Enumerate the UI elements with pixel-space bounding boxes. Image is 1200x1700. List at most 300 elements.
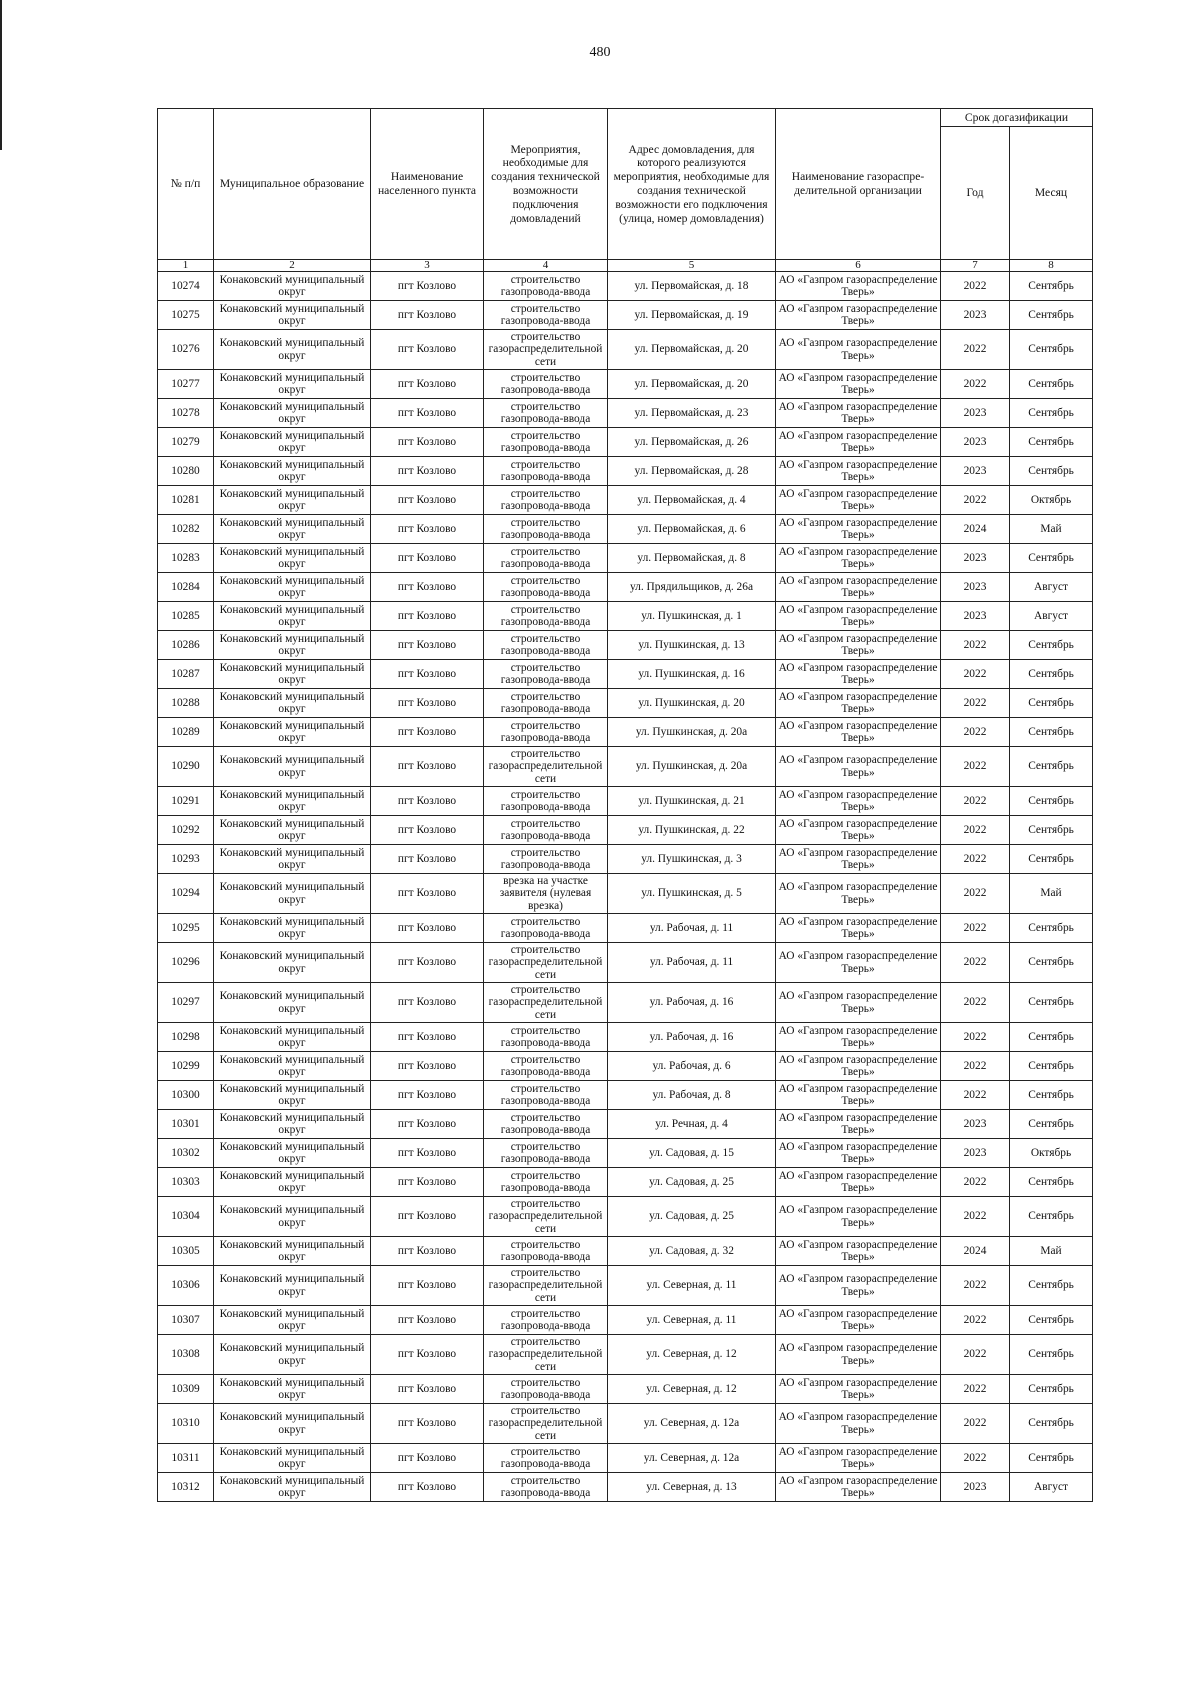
cell-number: 10274	[158, 272, 214, 301]
cell-number: 10308	[158, 1335, 214, 1375]
table-row	[158, 1023, 1093, 1052]
cell-measure: строительство газораспределительной сети	[484, 943, 608, 983]
cell-municipality: Конаковский муниципальный округ	[214, 660, 371, 689]
cell-municipality: Конаковский муниципальный округ	[214, 399, 371, 428]
cell-month: Сентябрь	[1010, 983, 1093, 1023]
cell-year: 2022	[941, 816, 1010, 845]
cell-municipality: Конаковский муниципальный округ	[214, 816, 371, 845]
cell-month: Сентябрь	[1010, 845, 1093, 874]
cell-municipality: Конаковский муниципальный округ	[214, 943, 371, 983]
cell-measure: строительство газопровода-ввода	[484, 787, 608, 816]
cell-measure: строительство газопровода-ввода	[484, 515, 608, 544]
cell-organization: АО «Газпром газораспределение Тверь»	[776, 943, 941, 983]
cell-year: 2023	[941, 428, 1010, 457]
cell-month: Сентябрь	[1010, 787, 1093, 816]
cell-year: 2022	[941, 787, 1010, 816]
table-row	[158, 486, 1093, 515]
cell-number: 10290	[158, 747, 214, 787]
cell-organization: АО «Газпром газораспределение Тверь»	[776, 1375, 941, 1404]
cell-address: ул. Первомайская, д. 6	[608, 515, 776, 544]
cell-number: 10306	[158, 1266, 214, 1306]
table-row	[158, 1404, 1093, 1444]
cell-year: 2022	[941, 631, 1010, 660]
cell-measure: строительство газопровода-ввода	[484, 1139, 608, 1168]
cell-settlement: пгт Козлово	[371, 718, 484, 747]
cell-municipality: Конаковский муниципальный округ	[214, 845, 371, 874]
cell-settlement: пгт Козлово	[371, 428, 484, 457]
cell-measure: строительство газопровода-ввода	[484, 1473, 608, 1502]
cell-year: 2023	[941, 544, 1010, 573]
table-row	[158, 370, 1093, 399]
cell-year: 2022	[941, 1375, 1010, 1404]
cell-measure: строительство газопровода-ввода	[484, 689, 608, 718]
cell-address: ул. Садовая, д. 25	[608, 1197, 776, 1237]
gasification-table	[157, 108, 1093, 1502]
cell-month: Август	[1010, 602, 1093, 631]
cell-address: ул. Рабочая, д. 8	[608, 1081, 776, 1110]
cell-municipality: Конаковский муниципальный округ	[214, 272, 371, 301]
cell-year: 2022	[941, 747, 1010, 787]
table-row	[158, 660, 1093, 689]
cell-organization: АО «Газпром газораспределение Тверь»	[776, 573, 941, 602]
cell-address: ул. Рабочая, д. 16	[608, 1023, 776, 1052]
cell-number: 10288	[158, 689, 214, 718]
cell-month: Сентябрь	[1010, 457, 1093, 486]
cell-measure: строительство газопровода-ввода	[484, 1444, 608, 1473]
cell-number: 10283	[158, 544, 214, 573]
cell-settlement: пгт Козлово	[371, 370, 484, 399]
cell-number: 10295	[158, 914, 214, 943]
cell-measure: строительство газопровода-ввода	[484, 301, 608, 330]
cell-measure: строительство газопровода-ввода	[484, 428, 608, 457]
cell-address: ул. Северная, д. 11	[608, 1266, 776, 1306]
cell-settlement: пгт Козлово	[371, 1266, 484, 1306]
cell-settlement: пгт Козлово	[371, 816, 484, 845]
header-num: № п/п	[158, 109, 214, 260]
cell-year: 2022	[941, 718, 1010, 747]
cell-month: Сентябрь	[1010, 1375, 1093, 1404]
cell-number: 10281	[158, 486, 214, 515]
cell-month: Май	[1010, 874, 1093, 914]
cell-address: ул. Первомайская, д. 26	[608, 428, 776, 457]
cell-number: 10284	[158, 573, 214, 602]
cell-settlement: пгт Козлово	[371, 544, 484, 573]
table-row	[158, 914, 1093, 943]
cell-number: 10297	[158, 983, 214, 1023]
cell-settlement: пгт Козлово	[371, 1139, 484, 1168]
cell-settlement: пгт Козлово	[371, 573, 484, 602]
cell-address: ул. Рабочая, д. 16	[608, 983, 776, 1023]
cell-settlement: пгт Козлово	[371, 272, 484, 301]
cell-address: ул. Речная, д. 4	[608, 1110, 776, 1139]
cell-month: Сентябрь	[1010, 660, 1093, 689]
cell-settlement: пгт Козлово	[371, 602, 484, 631]
page-number: 480	[589, 45, 611, 60]
cell-address: ул. Пушкинская, д. 20	[608, 689, 776, 718]
cell-measure: строительство газопровода-ввода	[484, 457, 608, 486]
cell-municipality: Конаковский муниципальный округ	[214, 457, 371, 486]
cell-measure: строительство газораспределительной сети	[484, 330, 608, 370]
cell-organization: АО «Газпром газораспределение Тверь»	[776, 983, 941, 1023]
cell-measure: строительство газораспределительной сети	[484, 983, 608, 1023]
cell-month: Сентябрь	[1010, 272, 1093, 301]
cell-year: 2022	[941, 1023, 1010, 1052]
table-row	[158, 718, 1093, 747]
table-row	[158, 1473, 1093, 1502]
cell-number: 10277	[158, 370, 214, 399]
cell-address: ул. Пушкинская, д. 20а	[608, 718, 776, 747]
cell-address: ул. Прядильщиков, д. 26а	[608, 573, 776, 602]
cell-measure: строительство газопровода-ввода	[484, 544, 608, 573]
header-org: Наименование газораспре-делительной организации	[776, 109, 941, 260]
cell-number: 10298	[158, 1023, 214, 1052]
table-row	[158, 301, 1093, 330]
cell-address: ул. Садовая, д. 15	[608, 1139, 776, 1168]
cell-address: ул. Северная, д. 13	[608, 1473, 776, 1502]
cell-settlement: пгт Козлово	[371, 787, 484, 816]
column-number: 6	[776, 260, 941, 272]
table-row	[158, 874, 1093, 914]
cell-settlement: пгт Козлово	[371, 1404, 484, 1444]
cell-month: Сентябрь	[1010, 399, 1093, 428]
left-margin-rule	[0, 0, 2, 150]
cell-measure: строительство газопровода-ввода	[484, 399, 608, 428]
cell-number: 10292	[158, 816, 214, 845]
cell-month: Сентябрь	[1010, 1266, 1093, 1306]
cell-address: ул. Северная, д. 11	[608, 1306, 776, 1335]
cell-measure: строительство газопровода-ввода	[484, 272, 608, 301]
cell-month: Сентябрь	[1010, 1306, 1093, 1335]
cell-settlement: пгт Козлово	[371, 1168, 484, 1197]
cell-month: Сентябрь	[1010, 689, 1093, 718]
cell-number: 10293	[158, 845, 214, 874]
cell-settlement: пгт Козлово	[371, 330, 484, 370]
cell-year: 2022	[941, 1444, 1010, 1473]
cell-month: Сентябрь	[1010, 1197, 1093, 1237]
cell-municipality: Конаковский муниципальный округ	[214, 573, 371, 602]
cell-month: Сентябрь	[1010, 1081, 1093, 1110]
table-row	[158, 1197, 1093, 1237]
cell-address: ул. Садовая, д. 32	[608, 1237, 776, 1266]
cell-year: 2023	[941, 602, 1010, 631]
cell-settlement: пгт Козлово	[371, 301, 484, 330]
table-row	[158, 272, 1093, 301]
cell-month: Август	[1010, 573, 1093, 602]
cell-municipality: Конаковский муниципальный округ	[214, 1335, 371, 1375]
cell-settlement: пгт Козлово	[371, 1197, 484, 1237]
cell-number: 10280	[158, 457, 214, 486]
cell-organization: АО «Газпром газораспределение Тверь»	[776, 874, 941, 914]
cell-address: ул. Пушкинская, д. 21	[608, 787, 776, 816]
cell-municipality: Конаковский муниципальный округ	[214, 544, 371, 573]
table-row	[158, 747, 1093, 787]
cell-year: 2022	[941, 1404, 1010, 1444]
table-row	[158, 1110, 1093, 1139]
cell-settlement: пгт Козлово	[371, 515, 484, 544]
cell-year: 2022	[941, 874, 1010, 914]
cell-municipality: Конаковский муниципальный округ	[214, 301, 371, 330]
cell-address: ул. Пушкинская, д. 5	[608, 874, 776, 914]
cell-measure: строительство газопровода-ввода	[484, 602, 608, 631]
table-row	[158, 428, 1093, 457]
table-row	[158, 816, 1093, 845]
table-row	[158, 1375, 1093, 1404]
cell-address: ул. Северная, д. 12а	[608, 1444, 776, 1473]
cell-address: ул. Северная, д. 12а	[608, 1404, 776, 1444]
cell-month: Сентябрь	[1010, 1023, 1093, 1052]
cell-organization: АО «Газпром газораспределение Тверь»	[776, 486, 941, 515]
cell-municipality: Конаковский муниципальный округ	[214, 914, 371, 943]
cell-organization: АО «Газпром газораспределение Тверь»	[776, 787, 941, 816]
table-row	[158, 631, 1093, 660]
cell-year: 2022	[941, 486, 1010, 515]
cell-organization: АО «Газпром газораспределение Тверь»	[776, 914, 941, 943]
cell-year: 2022	[941, 845, 1010, 874]
cell-organization: АО «Газпром газораспределение Тверь»	[776, 660, 941, 689]
cell-number: 10305	[158, 1237, 214, 1266]
cell-year: 2023	[941, 399, 1010, 428]
cell-municipality: Конаковский муниципальный округ	[214, 1444, 371, 1473]
cell-number: 10291	[158, 787, 214, 816]
cell-measure: врезка на участке заявителя (нулевая врезка)	[484, 874, 608, 914]
table-row	[158, 943, 1093, 983]
cell-address: ул. Пушкинская, д. 1	[608, 602, 776, 631]
table-row	[158, 1306, 1093, 1335]
cell-measure: строительство газопровода-ввода	[484, 718, 608, 747]
cell-address: ул. Первомайская, д. 20	[608, 370, 776, 399]
cell-organization: АО «Газпром газораспределение Тверь»	[776, 1335, 941, 1375]
cell-municipality: Конаковский муниципальный округ	[214, 874, 371, 914]
cell-address: ул. Первомайская, д. 28	[608, 457, 776, 486]
cell-organization: АО «Газпром газораспределение Тверь»	[776, 1139, 941, 1168]
table-body	[158, 272, 1093, 1502]
cell-number: 10307	[158, 1306, 214, 1335]
table-row	[158, 1237, 1093, 1266]
cell-year: 2024	[941, 1237, 1010, 1266]
cell-month: Сентябрь	[1010, 718, 1093, 747]
cell-municipality: Конаковский муниципальный округ	[214, 1081, 371, 1110]
cell-organization: АО «Газпром газораспределение Тверь»	[776, 1197, 941, 1237]
cell-year: 2023	[941, 301, 1010, 330]
cell-settlement: пгт Козлово	[371, 631, 484, 660]
cell-year: 2024	[941, 515, 1010, 544]
cell-settlement: пгт Козлово	[371, 1306, 484, 1335]
cell-measure: строительство газораспределительной сети	[484, 1197, 608, 1237]
cell-year: 2023	[941, 1139, 1010, 1168]
cell-number: 10309	[158, 1375, 214, 1404]
table-row	[158, 330, 1093, 370]
table-row	[158, 787, 1093, 816]
table-row	[158, 1168, 1093, 1197]
cell-settlement: пгт Козлово	[371, 1052, 484, 1081]
cell-organization: АО «Газпром газораспределение Тверь»	[776, 399, 941, 428]
cell-measure: строительство газопровода-ввода	[484, 1306, 608, 1335]
cell-month: Сентябрь	[1010, 914, 1093, 943]
cell-settlement: пгт Козлово	[371, 874, 484, 914]
cell-municipality: Конаковский муниципальный округ	[214, 631, 371, 660]
cell-settlement: пгт Козлово	[371, 1023, 484, 1052]
cell-measure: строительство газопровода-ввода	[484, 1237, 608, 1266]
cell-number: 10276	[158, 330, 214, 370]
cell-address: ул. Пушкинская, д. 3	[608, 845, 776, 874]
cell-municipality: Конаковский муниципальный округ	[214, 747, 371, 787]
cell-year: 2022	[941, 370, 1010, 399]
cell-year: 2023	[941, 1473, 1010, 1502]
cell-settlement: пгт Козлово	[371, 1444, 484, 1473]
cell-municipality: Конаковский муниципальный округ	[214, 1168, 371, 1197]
cell-municipality: Конаковский муниципальный округ	[214, 330, 371, 370]
table-row	[158, 1081, 1093, 1110]
cell-settlement: пгт Козлово	[371, 1081, 484, 1110]
cell-year: 2022	[941, 660, 1010, 689]
cell-municipality: Конаковский муниципальный округ	[214, 486, 371, 515]
cell-organization: АО «Газпром газораспределение Тверь»	[776, 515, 941, 544]
cell-measure: строительство газораспределительной сети	[484, 1404, 608, 1444]
cell-number: 10304	[158, 1197, 214, 1237]
cell-municipality: Конаковский муниципальный округ	[214, 787, 371, 816]
cell-number: 10282	[158, 515, 214, 544]
cell-number: 10311	[158, 1444, 214, 1473]
cell-number: 10296	[158, 943, 214, 983]
cell-organization: АО «Газпром газораспределение Тверь»	[776, 428, 941, 457]
cell-year: 2022	[941, 943, 1010, 983]
header-address: Адрес домовладения, для которого реализуются мероприятия, необходимые для создания технической возможности его подключения (улица, номер домовладения)	[608, 109, 776, 260]
cell-address: ул. Рабочая, д. 11	[608, 914, 776, 943]
cell-month: Сентябрь	[1010, 1444, 1093, 1473]
cell-settlement: пгт Козлово	[371, 1473, 484, 1502]
cell-municipality: Конаковский муниципальный округ	[214, 370, 371, 399]
cell-settlement: пгт Козлово	[371, 747, 484, 787]
table-row	[158, 1335, 1093, 1375]
cell-address: ул. Рабочая, д. 11	[608, 943, 776, 983]
cell-organization: АО «Газпром газораспределение Тверь»	[776, 689, 941, 718]
cell-municipality: Конаковский муниципальный округ	[214, 1052, 371, 1081]
cell-month: Май	[1010, 515, 1093, 544]
cell-municipality: Конаковский муниципальный округ	[214, 428, 371, 457]
column-number-row	[158, 260, 1093, 272]
cell-settlement: пгт Козлово	[371, 914, 484, 943]
cell-month: Сентябрь	[1010, 544, 1093, 573]
cell-address: ул. Пушкинская, д. 13	[608, 631, 776, 660]
cell-municipality: Конаковский муниципальный округ	[214, 1473, 371, 1502]
cell-organization: АО «Газпром газораспределение Тверь»	[776, 301, 941, 330]
cell-municipality: Конаковский муниципальный округ	[214, 1110, 371, 1139]
cell-address: ул. Садовая, д. 25	[608, 1168, 776, 1197]
table-row	[158, 845, 1093, 874]
column-number: 1	[158, 260, 214, 272]
cell-number: 10287	[158, 660, 214, 689]
cell-number: 10286	[158, 631, 214, 660]
cell-year: 2023	[941, 457, 1010, 486]
cell-address: ул. Пушкинская, д. 20а	[608, 747, 776, 787]
table-row	[158, 399, 1093, 428]
cell-measure: строительство газопровода-ввода	[484, 1023, 608, 1052]
cell-organization: АО «Газпром газораспределение Тверь»	[776, 631, 941, 660]
header-year: Год	[941, 127, 1010, 260]
cell-number: 10279	[158, 428, 214, 457]
cell-municipality: Конаковский муниципальный округ	[214, 983, 371, 1023]
cell-organization: АО «Газпром газораспределение Тверь»	[776, 272, 941, 301]
cell-number: 10275	[158, 301, 214, 330]
cell-month: Сентябрь	[1010, 428, 1093, 457]
cell-municipality: Конаковский муниципальный округ	[214, 718, 371, 747]
cell-month: Сентябрь	[1010, 1335, 1093, 1375]
table-row	[158, 1139, 1093, 1168]
header-settlement: Наименование населенного пункта	[371, 109, 484, 260]
cell-measure: строительство газопровода-ввода	[484, 370, 608, 399]
cell-measure: строительство газопровода-ввода	[484, 631, 608, 660]
cell-month: Сентябрь	[1010, 330, 1093, 370]
table-row	[158, 1052, 1093, 1081]
cell-measure: строительство газопровода-ввода	[484, 845, 608, 874]
cell-settlement: пгт Козлово	[371, 943, 484, 983]
cell-measure: строительство газораспределительной сети	[484, 747, 608, 787]
cell-address: ул. Северная, д. 12	[608, 1335, 776, 1375]
cell-measure: строительство газопровода-ввода	[484, 816, 608, 845]
cell-settlement: пгт Козлово	[371, 1110, 484, 1139]
table-row	[158, 457, 1093, 486]
cell-year: 2022	[941, 689, 1010, 718]
column-number: 8	[1010, 260, 1093, 272]
cell-month: Сентябрь	[1010, 747, 1093, 787]
cell-organization: АО «Газпром газораспределение Тверь»	[776, 457, 941, 486]
table-row	[158, 515, 1093, 544]
cell-organization: АО «Газпром газораспределение Тверь»	[776, 544, 941, 573]
cell-organization: АО «Газпром газораспределение Тверь»	[776, 1237, 941, 1266]
cell-year: 2022	[941, 1306, 1010, 1335]
cell-settlement: пгт Козлово	[371, 399, 484, 428]
cell-settlement: пгт Козлово	[371, 983, 484, 1023]
cell-municipality: Конаковский муниципальный округ	[214, 1237, 371, 1266]
cell-address: ул. Первомайская, д. 4	[608, 486, 776, 515]
cell-month: Сентябрь	[1010, 1052, 1093, 1081]
cell-number: 10310	[158, 1404, 214, 1444]
cell-address: ул. Первомайская, д. 19	[608, 301, 776, 330]
header-measures: Мероприятия, необходимые для создания технической возможности подключения домовладений	[484, 109, 608, 260]
cell-measure: строительство газораспределительной сети	[484, 1335, 608, 1375]
cell-address: ул. Пушкинская, д. 22	[608, 816, 776, 845]
cell-measure: строительство газопровода-ввода	[484, 1168, 608, 1197]
table-row	[158, 1444, 1093, 1473]
cell-municipality: Конаковский муниципальный округ	[214, 1266, 371, 1306]
cell-month: Сентябрь	[1010, 370, 1093, 399]
cell-settlement: пгт Козлово	[371, 457, 484, 486]
cell-measure: строительство газопровода-ввода	[484, 1110, 608, 1139]
cell-organization: АО «Газпром газораспределение Тверь»	[776, 1444, 941, 1473]
cell-month: Сентябрь	[1010, 943, 1093, 983]
cell-month: Сентябрь	[1010, 301, 1093, 330]
cell-month: Октябрь	[1010, 486, 1093, 515]
header-deadline: Срок догазификации	[941, 109, 1093, 127]
cell-organization: АО «Газпром газораспределение Тверь»	[776, 1168, 941, 1197]
table-row	[158, 983, 1093, 1023]
column-number: 4	[484, 260, 608, 272]
cell-number: 10302	[158, 1139, 214, 1168]
table-row	[158, 689, 1093, 718]
header-municipality: Муниципальное образование	[214, 109, 371, 260]
cell-measure: строительство газопровода-ввода	[484, 573, 608, 602]
cell-address: ул. Северная, д. 12	[608, 1375, 776, 1404]
table-row	[158, 1266, 1093, 1306]
cell-year: 2022	[941, 330, 1010, 370]
cell-month: Октябрь	[1010, 1139, 1093, 1168]
cell-municipality: Конаковский муниципальный округ	[214, 515, 371, 544]
cell-month: Сентябрь	[1010, 1110, 1093, 1139]
cell-address: ул. Первомайская, д. 18	[608, 272, 776, 301]
cell-year: 2022	[941, 1081, 1010, 1110]
cell-number: 10301	[158, 1110, 214, 1139]
cell-municipality: Конаковский муниципальный округ	[214, 602, 371, 631]
